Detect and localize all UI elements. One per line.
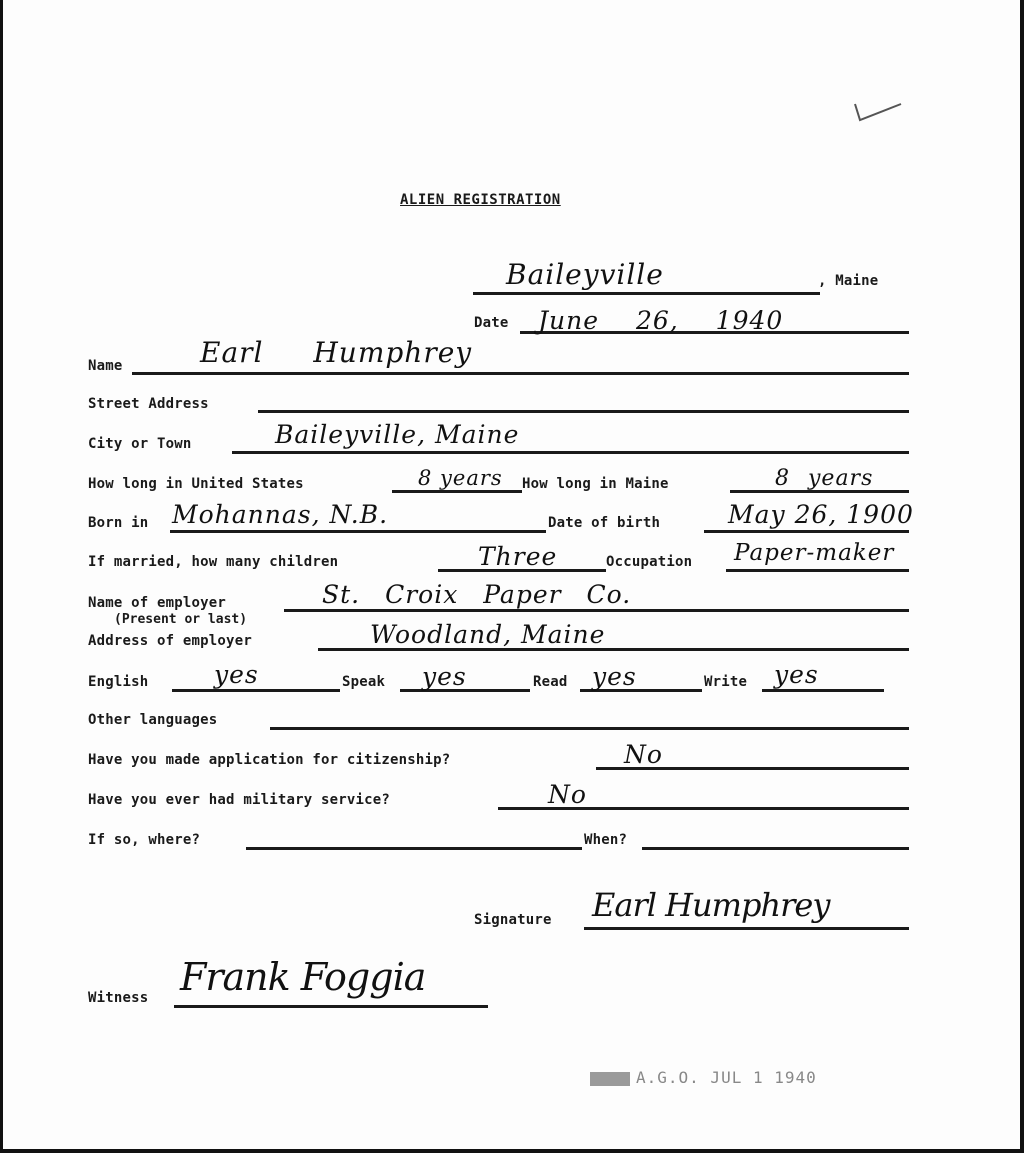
children-label: If married, how many children	[88, 554, 339, 570]
city-underline	[232, 451, 909, 454]
date-of-birth-value: May 26, 1900	[728, 500, 914, 529]
scan-edge-right	[1020, 0, 1024, 1153]
military-value: No	[548, 780, 587, 809]
witness-value: Frank Foggia	[180, 955, 426, 999]
other-languages-underline	[270, 727, 909, 730]
witness-label: Witness	[88, 990, 149, 1006]
english-value: yes	[214, 660, 259, 689]
place-suffix: , Maine	[818, 273, 879, 289]
english-underline	[172, 689, 340, 692]
military-label: Have you ever had military service?	[88, 792, 391, 808]
born-in-underline	[170, 530, 546, 533]
if-so-where-label: If so, where?	[88, 832, 201, 848]
english-label: English	[88, 674, 149, 690]
signature-label: Signature	[474, 912, 552, 928]
city-value: Baileyville, Maine	[275, 420, 520, 449]
received-stamp	[590, 1068, 817, 1087]
name-label: Name	[88, 358, 123, 374]
scan-edge-left	[0, 0, 3, 1153]
children-value: Three	[478, 542, 558, 571]
speak-value: yes	[422, 662, 467, 691]
write-value: yes	[774, 660, 819, 689]
write-label: Write	[704, 674, 748, 690]
if-so-where-underline	[246, 847, 582, 850]
employer-name-sublabel: (Present or last)	[114, 612, 248, 627]
citizenship-value: No	[624, 740, 663, 769]
employer-name-underline	[284, 609, 909, 612]
how-long-us-value: 8 years	[418, 466, 503, 490]
city-label: City or Town	[88, 436, 192, 452]
signature-value: Earl Humphrey	[592, 886, 830, 924]
how-long-maine-label: How long in Maine	[522, 476, 669, 492]
speak-label: Speak	[342, 674, 386, 690]
born-in-value: Mohannas, N.B.	[172, 500, 389, 529]
stamp-text: A.G.O. JUL 1 1940	[636, 1068, 817, 1087]
read-value: yes	[592, 662, 637, 691]
witness-underline	[174, 1005, 488, 1008]
street-address-label: Street Address	[88, 396, 209, 412]
when-label: When?	[584, 832, 628, 848]
place-underline	[473, 292, 820, 295]
date-label: Date	[474, 315, 509, 331]
employer-name-label: Name of employer	[88, 595, 227, 611]
when-underline	[642, 847, 909, 850]
name-underline	[132, 372, 909, 375]
write-underline	[762, 689, 884, 692]
name-value: Earl Humphrey	[200, 336, 473, 369]
date-value: June 26, 1940	[538, 306, 784, 335]
employer-address-label: Address of employer	[88, 633, 252, 649]
employer-name-value: St. Croix Paper Co.	[322, 580, 632, 609]
citizenship-label: Have you made application for citizenship?	[88, 752, 451, 768]
check-mark-icon	[852, 98, 904, 124]
how-long-maine-value: 8 years	[775, 466, 874, 491]
occupation-label: Occupation	[606, 554, 693, 570]
scan-edge-bottom	[0, 1149, 1024, 1153]
signature-underline	[584, 927, 909, 930]
date-of-birth-underline	[704, 530, 909, 533]
read-label: Read	[533, 674, 568, 690]
form-title: ALIEN REGISTRATION	[400, 192, 561, 208]
street-address-underline	[258, 410, 909, 413]
other-languages-label: Other languages	[88, 712, 218, 728]
how-long-us-label: How long in United States	[88, 476, 304, 492]
occupation-underline	[726, 569, 909, 572]
place-value: Baileyville	[506, 258, 664, 291]
date-of-birth-label: Date of birth	[548, 515, 661, 531]
born-in-label: Born in	[88, 515, 149, 531]
stamp-smudge	[590, 1072, 630, 1086]
occupation-value: Paper-maker	[734, 540, 895, 566]
employer-address-value: Woodland, Maine	[370, 620, 606, 649]
how-long-us-underline	[392, 490, 522, 493]
